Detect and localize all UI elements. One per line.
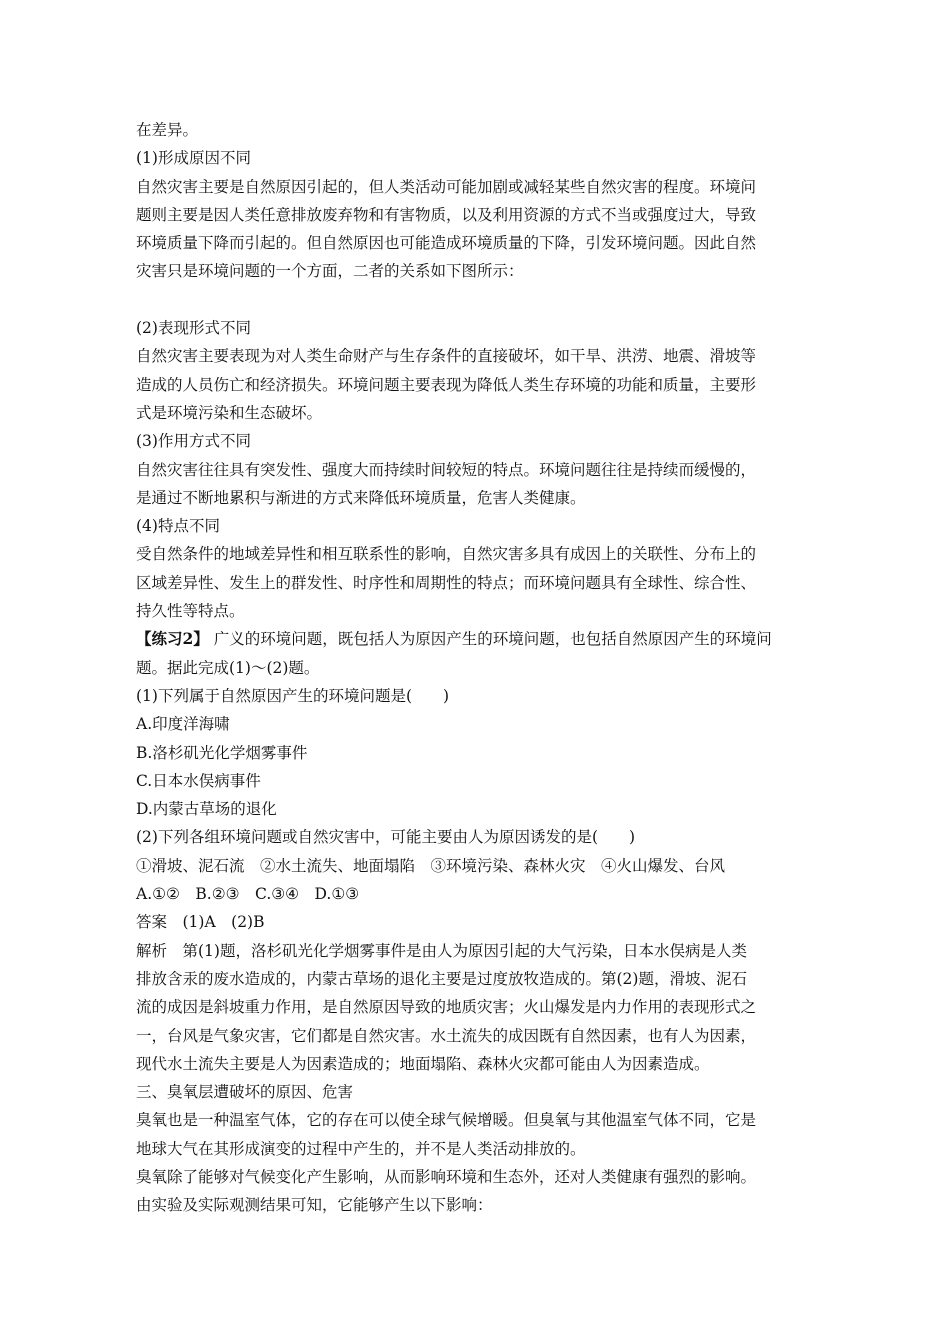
paragraph-line: 式是环境污染和生态破坏。	[136, 403, 323, 422]
section-heading-characteristics: (4)特点不同	[136, 517, 220, 536]
option-c: C.日本水俣病事件	[136, 771, 261, 790]
paragraph-line: 自然灾害往往具有突发性、强度大而持续时间较短的特点。环境问题往往是持续而缓慢的，	[136, 460, 757, 479]
explanation-line: 解析 第(1)题，洛杉矶光化学烟雾事件是由人为原因引起的大气污染，日本水俣病是人类	[136, 941, 747, 960]
question-2: (2)下列各组环境问题或自然灾害中，可能主要由人为原因诱发的是( )	[136, 828, 636, 847]
paragraph-line: 持久性等特点。	[136, 602, 245, 621]
paragraph-line: 自然灾害主要是自然原因引起的，但人类活动可能加剧或减轻某些自然灾害的程度。环境问	[136, 177, 757, 196]
section-heading-mode-of-action: (3)作用方式不同	[136, 432, 251, 451]
question-2-options: A.①② B.②③ C.③④ D.①③	[136, 885, 360, 904]
paragraph-line: 题则主要是因人类任意排放废弃物和有害物质，以及利用资源的方式不当或强度过大，导致	[136, 205, 757, 224]
exercise-tag: 【练习2】	[136, 629, 209, 649]
paragraph-line: 臭氧除了能够对气候变化产生影响，从而影响环境和生态外，还对人类健康有强烈的影响。	[136, 1167, 757, 1186]
paragraph-line: 由实验及实际观测结果可知，它能够产生以下影响：	[136, 1196, 493, 1215]
paragraph-line: 受自然条件的地域差异性和相互联系性的影响，自然灾害多具有成因上的关联性、分布上的	[136, 545, 757, 564]
option-b: B.洛杉矶光化学烟雾事件	[136, 743, 308, 762]
answer-line: 答案 (1)A (2)B	[136, 913, 265, 932]
exercise-intro	[136, 625, 816, 653]
section-heading-manifestation: (2)表现形式不同	[136, 319, 251, 338]
paragraph-line: 题。据此完成(1)～(2)题。	[136, 658, 320, 677]
paragraph-line: 灾害只是环境问题的一个方面，二者的关系如下图所示：	[136, 262, 524, 281]
question-2-items: ①滑坡、泥石流 ②水土流失、地面塌陷 ③环境污染、森林火灾 ④火山爆发、台风	[136, 856, 726, 875]
section-heading-formation-cause: (1)形成原因不同	[136, 149, 251, 168]
option-d: D.内蒙古草场的退化	[136, 800, 277, 819]
section-heading-ozone: 三、臭氧层遭破坏的原因、危害	[136, 1083, 354, 1102]
paragraph-line: 区域差异性、发生上的群发性、时序性和周期性的特点；而环境问题具有全球性、综合性、	[136, 573, 757, 592]
paragraph-line: 造成的人员伤亡和经济损失。环境问题主要表现为降低人类生存环境的功能和质量，主要形	[136, 375, 757, 394]
document-page	[136, 116, 816, 1220]
explanation-line: 一，台风是气象灾害，它们都是自然灾害。水土流失的成因既有自然因素，也有人为因素，	[136, 1026, 757, 1045]
explanation-line: 排放含汞的废水造成的，内蒙古草场的退化主要是过度放牧造成的。第(2)题，滑坡、泥石	[136, 969, 747, 988]
option-a: A.印度洋海啸	[136, 715, 230, 734]
paragraph-line: 臭氧也是一种温室气体，它的存在可以使全球气候增暖。但臭氧与其他温室气体不同，它是	[136, 1111, 757, 1130]
explanation-line: 现代水土流失主要是人为因素造成的；地面塌陷、森林火灾都可能由人为因素造成。	[136, 1054, 710, 1073]
exercise-text: 广义的环境问题，既包括人为原因产生的环境问题，也包括自然原因产生的环境问	[208, 630, 772, 649]
paragraph-line: 在差异。	[136, 121, 199, 139]
explanation-line: 流的成因是斜坡重力作用，是自然原因导致的地质灾害；火山爆发是内力作用的表现形式之	[136, 998, 757, 1017]
question-1: (1)下列属于自然原因产生的环境问题是( )	[136, 686, 450, 705]
missing-figure-space	[136, 286, 816, 314]
paragraph-line: 自然灾害主要表现为对人类生命财产与生存条件的直接破坏，如干旱、洪涝、地震、滑坡等	[136, 347, 757, 366]
paragraph-line: 地球大气在其形成演变的过程中产生的，并不是人类活动排放的。	[136, 1139, 586, 1158]
paragraph-line: 是通过不断地累积与渐进的方式来降低环境质量，危害人类健康。	[136, 488, 586, 507]
paragraph-line: 环境质量下降而引起的。但自然原因也可能造成环境质量的下降，引发环境问题。因此自然	[136, 234, 757, 253]
